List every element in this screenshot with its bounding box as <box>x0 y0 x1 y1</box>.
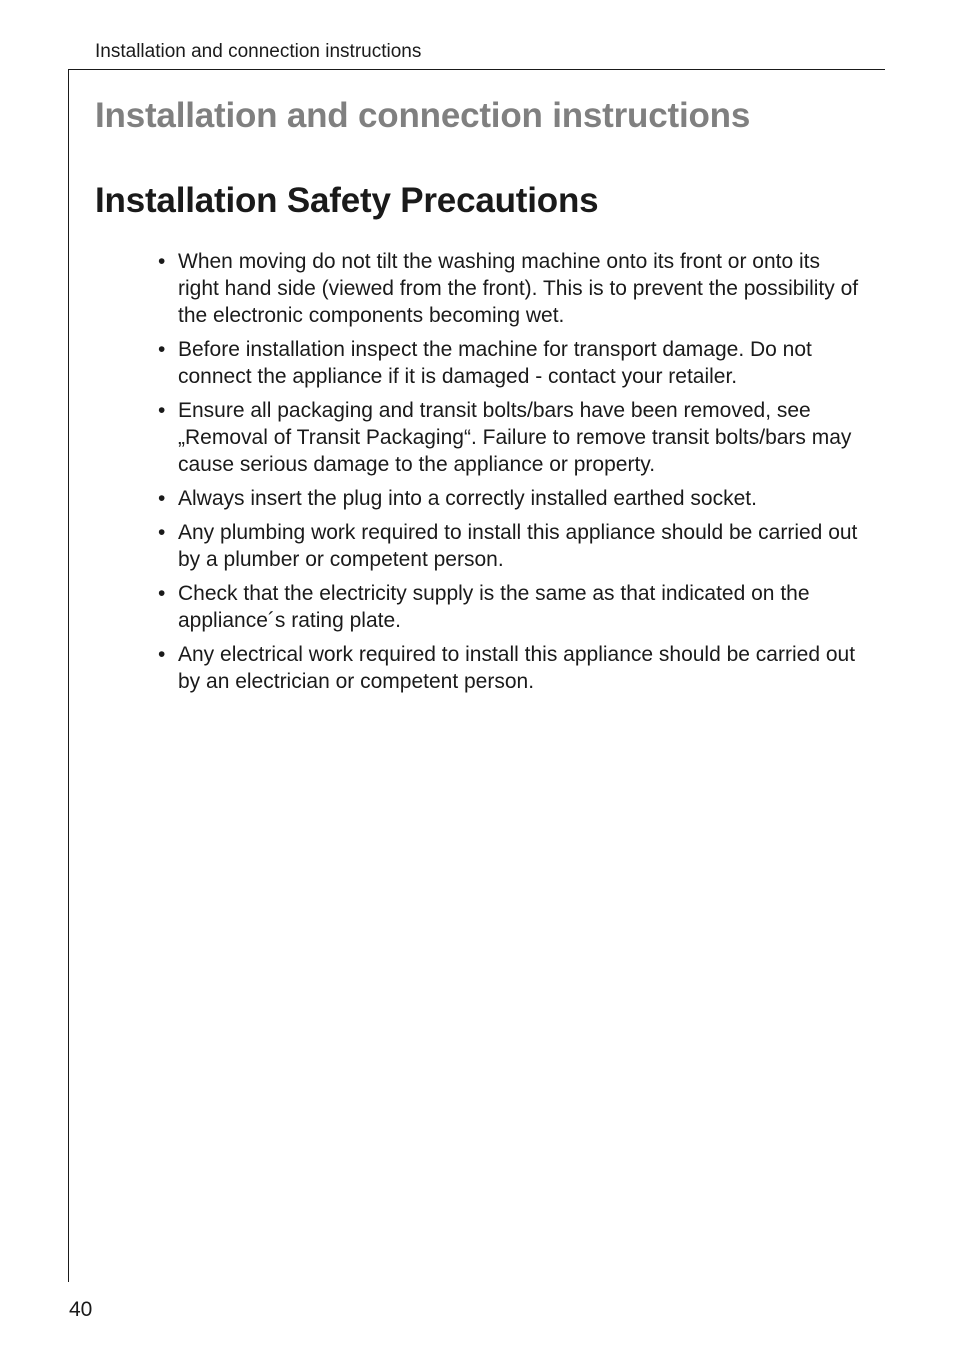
bullet-text: Any electrical work required to install this appliance should be carried out by an electrician or competent person. <box>178 643 856 693</box>
safety-precautions-list <box>158 248 864 702</box>
bullet-icon: • <box>158 399 166 422</box>
list-item <box>158 485 864 512</box>
bullet-icon: • <box>158 338 166 361</box>
list-item <box>158 641 864 695</box>
bullet-text: When moving do not tilt the washing machine onto its front or onto its right hand side (viewed from the front). This is to prevent the possibility of the electronic components becoming wet. <box>178 250 859 327</box>
page-number: 40 <box>69 1298 93 1321</box>
list-item <box>158 580 864 634</box>
bullet-icon: • <box>158 643 166 666</box>
bullet-text: Check that the electricity supply is the same as that indicated on the appliance´s rating plate. <box>178 582 810 632</box>
bullet-icon: • <box>158 521 166 544</box>
header-rule <box>68 69 885 70</box>
section-title: Installation Safety Precautions <box>95 181 599 220</box>
bullet-icon: • <box>158 487 166 510</box>
list-item <box>158 519 864 573</box>
bullet-text: Before installation inspect the machine for transport damage. Do not connect the appliance if it is damaged - contact your retailer. <box>178 338 812 388</box>
list-item <box>158 397 864 478</box>
bullet-icon: • <box>158 582 166 605</box>
bullet-text: Always insert the plug into a correctly installed earthed socket. <box>178 487 757 510</box>
list-item <box>158 336 864 390</box>
bullet-icon: • <box>158 250 166 273</box>
list-item <box>158 248 864 329</box>
bullet-text: Ensure all packaging and transit bolts/bars have been removed, see „Removal of Transit Packaging“. Failure to remove transit bolts/bars may cause serious damage to the appliance or property. <box>178 399 852 476</box>
running-header: Installation and connection instructions <box>95 41 422 62</box>
bullet-text: Any plumbing work required to install this appliance should be carried out by a plumber or competent person. <box>178 521 858 571</box>
left-margin-rule <box>68 69 69 1282</box>
chapter-title: Installation and connection instructions <box>95 96 751 135</box>
